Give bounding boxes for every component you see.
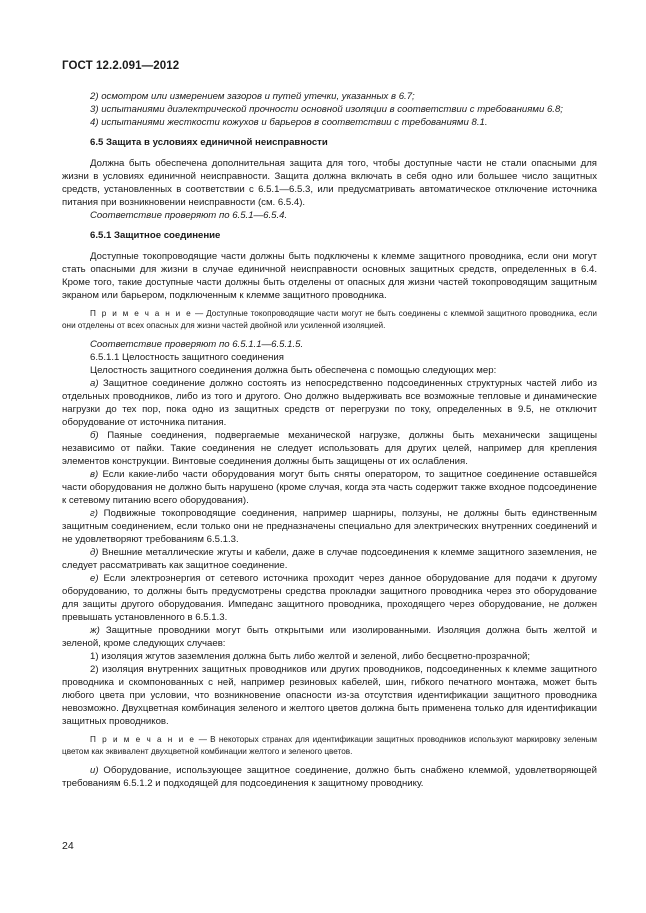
document-body (62, 90, 597, 790)
item-v (62, 468, 597, 507)
item-text: Если электроэнергия от сетевого источника проходит через данное оборудование для подачи к другому оборудованию, то должны быть предусмотрены средства прокладки защитного проводника через это оборудование для защиты другого оборудования. Импеданс защитного проводника, проходящего через оборудование, не должен превышать установленного в 6.5.1.3. (62, 573, 597, 623)
paragraph-accessible-parts: Доступные токопроводящие части должны быть подключены к клемме защитного проводника, если они могут стать опасными для жизни в случае единичной неисправности основных защитных средств, определенных в 6.4. Кроме того, такие доступные части должны быть отделены от опасных для жизни частей токопроводящим защитным экраном или барьером, подключенным к клемме защитного проводника. (62, 251, 597, 301)
item-text: Паяные соединения, подвергаемые механической нагрузке, должны быть механически защищены независимо от пайки. Такие соединения не следует использовать для других целей, например для крепления элементов конструкции. Винтовые соединения должны быть защищены от их ослабления. (62, 430, 597, 467)
item-text: Оборудование, использующее защитное соединение, должно быть снабжено клеммой, удовлетворяющей требованиям 6.5.1.2 и подходящей для подсоединения к защитному проводнику. (62, 765, 597, 789)
note-text: — Доступные токопроводящие части могут не быть соединены с клеммой защитного проводника, если они отделены от всех опасных для жизни частей двойной или усиленной изоляцией. (62, 309, 597, 330)
paragraph-protection: Должна быть обеспечена дополнительная защита для того, чтобы доступные части не стали опасными для жизни в условиях единичной неисправности. Защита должна включать в себя одно или большее число защитных средств, установленных в соответствии с 6.5.1—6.5.3, или предусматривать автоматическое отключение источника питания при возникновении неисправности (см. 6.5.4). (62, 158, 597, 208)
item-e (62, 572, 597, 624)
note-text: — В некоторых странах для идентификации защитных проводников используют маркировку зеленым цветом как эквивалент двухцветной комбинации желтого и зеленого цветов. (62, 735, 597, 756)
item-i (62, 764, 597, 790)
item-marker: ж) (90, 625, 100, 636)
item-text: Защитное соединение должно состоять из непосредственно подсоединенных структурных частей либо из отдельных проводников, либо из того и другого. Оно должно выдерживать все возможные тепловые и динамические нагрузки до тех пор, пока одно из защитных средств от перегрузки по току, определенных в 9.5, не отключит оборудование от источника питания. (62, 378, 597, 428)
compliance-note-6-5-1: Соответствие проверяют по 6.5.1.1—6.5.1.5. (90, 339, 304, 350)
item-marker: б) (90, 430, 99, 441)
list-item-2: 2) осмотром или измерением зазоров и путей утечки, указанных в 6.7; (90, 91, 415, 102)
item-text: Внешние металлические жгуты и кабели, даже в случае подсоединения к клемме защитного заземления, не следует рассматривать как защитное соединение. (62, 547, 597, 571)
item-marker: д) (90, 547, 99, 558)
item-marker: в) (90, 469, 99, 480)
sub-item-1: 1) изоляция жгутов заземления должна быть либо желтой и зеленой, либо бесцветно-прозрачной; (90, 651, 531, 662)
item-marker: и) (90, 765, 99, 776)
item-zh (62, 624, 597, 650)
sub-item-2: 2) изоляция внутренних защитных проводников или других проводников, подсоединенных к клемме защитного проводника и скомпонованных с ней, например резиновых кабелей, шин, гибкого печатного монтажа, может быть любого цвета при условии, что возникновение опасности из-за отсутствия идентификации защитного проводника невозможно. Двухцветная комбинация зеленого и желтого цветов должна быть применена только для идентификации защитных проводников. (62, 664, 597, 727)
section-heading-6-5: 6.5 Защита в условиях единичной неисправности (90, 137, 328, 148)
note-label: П р и м е ч а н и е (90, 309, 193, 318)
item-marker: г) (90, 508, 98, 519)
compliance-note-6-5: Соответствие проверяют по 6.5.1—6.5.4. (90, 210, 288, 221)
item-b (62, 429, 597, 468)
item-marker: а) (90, 378, 99, 389)
list-item-4: 4) испытаниями жесткости кожухов и барьеров в соответствии с требованиями 8.1. (90, 117, 488, 128)
standard-header: ГОСТ 12.2.091—2012 (62, 60, 180, 72)
page-number: 24 (62, 840, 74, 852)
subsection-heading-6-5-1-1: 6.5.1.1 Целостность защитного соединения (90, 352, 284, 363)
item-a (62, 377, 597, 429)
item-d (62, 546, 597, 572)
note-1 (62, 308, 597, 331)
item-text: Подвижные токопроводящие соединения, например шарниры, ползуны, не должны быть единственным защитным соединением, если только они не предназначены специально для электрических внутренних соединений и не удовлетворяют требованиям 6.5.1.3. (62, 508, 597, 545)
item-text: Если какие-либо части оборудования могут быть сняты оператором, то защитное соединение оставшейся части оборудования не должно быть нарушено (кроме случая, когда эта часть содержит также входное подсоединение к сетевому питанию всего оборудования). (62, 469, 597, 506)
item-text: Защитные проводники могут быть открытыми или изолированными. Изоляция должна быть желтой и зеленой, кроме следующих случаев: (62, 625, 597, 649)
note-label: П р и м е ч а н и е (90, 735, 196, 744)
item-g (62, 507, 597, 546)
section-heading-6-5-1: 6.5.1 Защитное соединение (90, 230, 221, 241)
paragraph-integrity: Целостность защитного соединения должна быть обеспечена с помощью следующих мер: (90, 365, 497, 376)
item-marker: е) (90, 573, 99, 584)
list-item-3: 3) испытаниями диэлектрической прочности основной изоляции в соответствии с требованиями 6.8; (90, 104, 563, 115)
note-2 (62, 734, 597, 757)
